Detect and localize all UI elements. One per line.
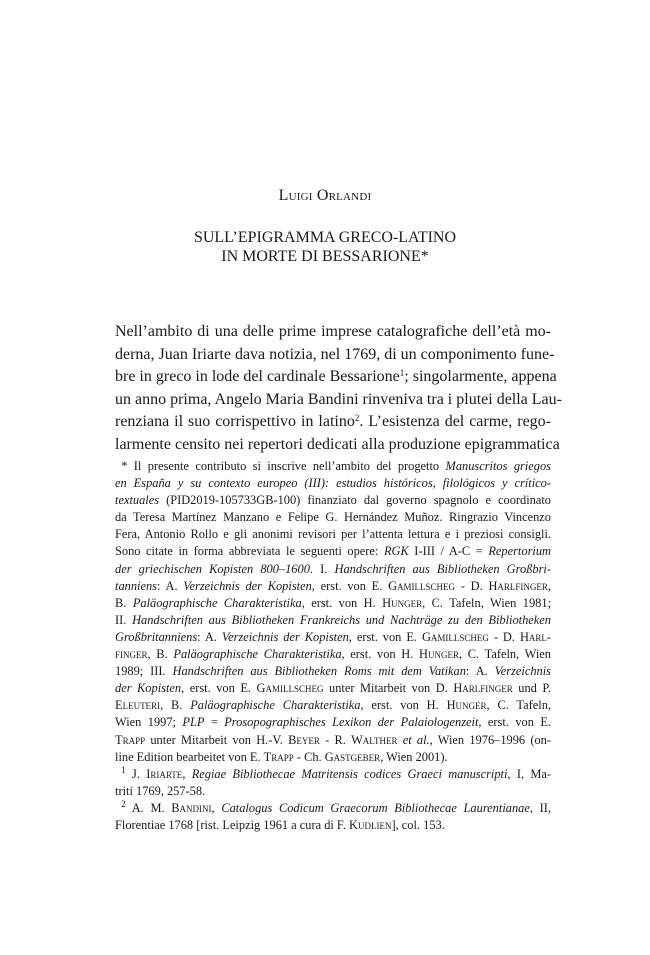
footnote-1-line: $^1$ J. Iriarte, Regiae Bibliothecae Matritensis codices Graeci manuscripti, I, Ma- [121, 764, 551, 781]
footnote-star-line: 1989; III. Handschriften aus Bibliotheken Roms mit dem Vatikan: A. Verzeichnis [115, 664, 551, 679]
body-text: ; singolarmente, appena [404, 368, 557, 385]
body-paragraph [115, 321, 562, 456]
body-line [115, 411, 551, 434]
footnote-2-marker: 2 [121, 798, 126, 809]
footnote-star-line: Eleuteri, B. Paläographische Charakteristika, erst. von H. Hunger, C. Tafeln, [115, 698, 551, 713]
body-line: derna, Juan Iriarte dava notizia, nel 1769, di un componimento fune- [115, 345, 555, 363]
footnote-2-line: $^2$ A. M. Bandini, Catalogus Codicum Graecorum Bibliothecae Laurentianae, II, [121, 798, 551, 815]
title-line-1: SULL’EPIGRAMMA GRECO-LATINO [193, 229, 457, 246]
body-text: bre in greco in lode del cardinale Bessarione [115, 368, 400, 385]
body-text: renziana il suo corrispettivo in latino [115, 413, 355, 430]
body-line [115, 366, 557, 389]
footnote-1-marker: 1 [121, 764, 126, 775]
footnote-star-line: line Edition bearbeitet von E. Trapp - Ch. Gastgeber, Wien 2001). [115, 749, 448, 764]
footnote-star-line: der Kopisten, erst. von E. Gamillscheg unter Mitarbeit von D. Harlfinger und P. [115, 681, 552, 696]
footnote-star-line: Trapp unter Mitarbeit von H.-V. Beyer - R. Walther et al., Wien 1976–1996 (on- [115, 732, 552, 747]
body-text: . L’esistenza del carme, rego- [359, 413, 552, 430]
footnote-1-line: triti 1769, 257-58. [115, 783, 206, 798]
footnote-star-line: tanniens: A. Verzeichnis der Kopisten, erst. von E. Gamillscheg - D. Harlfinger, [115, 578, 552, 593]
footnote-star-line: textuales (PID2019-105733GB-100) finanziato dal governo spagnolo e coordinato [115, 493, 551, 508]
footnote-star-line: da Teresa Martínez Manzano e Felipe G. Hernández Muñoz. Ringrazio Vincenzo [115, 510, 551, 525]
body-line: Nell’ambito di una delle prime imprese catalografiche dell’età mo- [115, 323, 551, 340]
footnote-star-line: Sono citate in forma abbreviata le seguenti opere: RGK I-III / A-C = Repertorium [115, 544, 551, 559]
footnote-star-line: * Il presente contributo si inscrive nell’ambito del progetto Manuscritos griegos [121, 459, 551, 473]
footnote-ref-1[interactable]: 1 [399, 368, 405, 378]
footnote-2-line: Florentiae 1768 [rist. Leipzig 1961 a cura di F. Kudlien], col. 153. [115, 817, 445, 832]
title-line-2: IN MORTE DI BESSARIONE* [221, 248, 429, 265]
author-name: Luigi Orlandi [278, 187, 372, 204]
footnote-star-line: der griechischen Kopisten 800–1600. I. Handschriften aus Bibliotheken Großbri- [115, 561, 551, 576]
body-line: un anno prima, Angelo Maria Bandini rinveniva tra i plutei della Lau- [115, 390, 562, 408]
body-line: larmente censito nei repertori dedicati alla produzione epigrammatica [115, 435, 560, 453]
footnote-star-line: finger, B. Paläographische Charakteristika, erst. von H. Hunger, C. Tafeln, Wien [115, 647, 551, 662]
footnote-star-line: en España y su contexto europeo (III): estudios históricos, filológicos y crítico- [115, 476, 551, 491]
footnote-star-line: B. Paläographische Charakteristika, erst. von H. Hunger, C. Tafeln, Wien 1981; [115, 595, 552, 610]
footnote-ref-2[interactable]: 2 [354, 413, 360, 423]
footnote-star-line: Fera, Antonio Rollo e gli anonimi revisori per l’attenta lettura e i preziosi consigli. [115, 527, 551, 542]
footnote-star-line: II. Handschriften aus Bibliotheken Frankreichs und Nachträge zu den Bibliotheken [115, 612, 551, 627]
footnotes [115, 458, 551, 834]
article-title [0, 228, 650, 266]
footnote-star-line: Großbritanniens: A. Verzeichnis der Kopisten, erst. von E. Gamillscheg - D. Harl- [115, 629, 552, 644]
footnote-star-line: Wien 1997; PLP = Prosopographisches Lexikon der Palaiologenzeit, erst. von E. [115, 715, 551, 730]
